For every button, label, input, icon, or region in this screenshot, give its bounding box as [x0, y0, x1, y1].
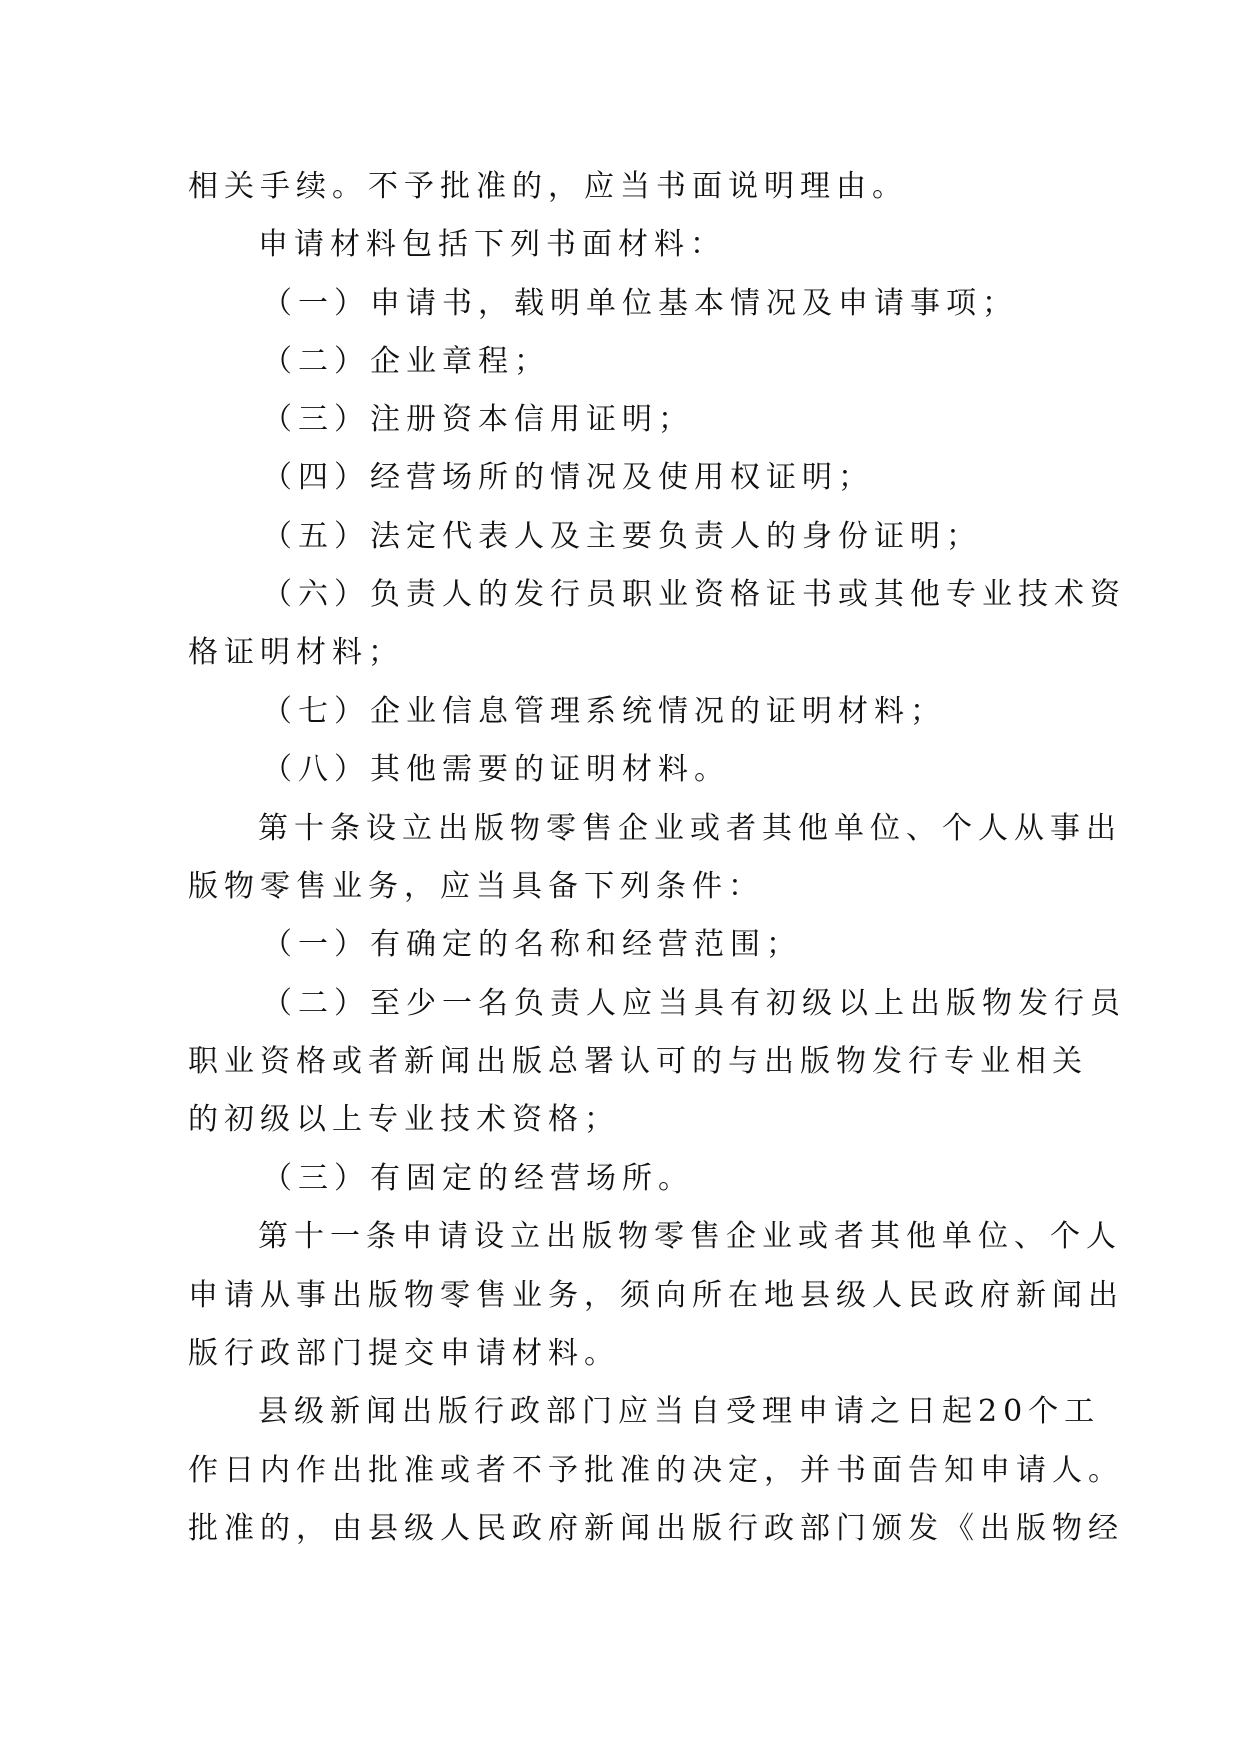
- text-line-22: 县级新闻出版行政部门应当自受理申请之日起20个工: [258, 1394, 1101, 1429]
- text-line-17: 的初级以上专业技术资格；: [188, 1102, 620, 1137]
- text-line-4: （二）企业章程；: [262, 344, 550, 379]
- text-line-13: 版物零售业务，应当具备下列条件：: [188, 869, 764, 904]
- text-line-2: 申请材料包括下列书面材料：: [258, 227, 726, 262]
- text-line-18: （三）有固定的经营场所。: [262, 1161, 694, 1196]
- text-line-12: 第十条设立出版物零售企业或者其他单位、个人从事出: [258, 811, 1122, 846]
- text-line-8: （六）负责人的发行员职业资格证书或其他专业技术资: [262, 577, 1126, 612]
- text-line-21: 版行政部门提交申请材料。: [188, 1336, 620, 1371]
- text-line-1: 相关手续。不予批准的，应当书面说明理由。: [188, 169, 908, 204]
- text-line-9: 格证明材料；: [188, 635, 404, 670]
- text-line-7: （五）法定代表人及主要负责人的身份证明；: [262, 519, 982, 554]
- text-line-23: 作日内作出批准或者不予批准的决定，并书面告知申请人。: [188, 1453, 1124, 1488]
- text-line-15: （二）至少一名负责人应当具有初级以上出版物发行员: [262, 986, 1126, 1021]
- text-line-11: （八）其他需要的证明材料。: [262, 752, 730, 787]
- text-line-5: （三）注册资本信用证明；: [262, 402, 694, 437]
- text-line-14: （一）有确定的名称和经营范围；: [262, 927, 802, 962]
- text-line-19: 第十一条申请设立出版物零售企业或者其他单位、个人: [258, 1219, 1122, 1254]
- text-line-20: 申请从事出版物零售业务，须向所在地县级人民政府新闻出: [188, 1278, 1124, 1313]
- text-line-16: 职业资格或者新闻出版总署认可的与出版物发行专业相关: [188, 1044, 1088, 1079]
- text-line-3: （一）申请书，载明单位基本情况及申请事项；: [262, 286, 1018, 321]
- text-line-6: （四）经营场所的情况及使用权证明；: [262, 460, 874, 495]
- text-line-10: （七）企业信息管理系统情况的证明材料；: [262, 694, 946, 729]
- text-line-24: 批准的，由县级人民政府新闻出版行政部门颁发《出版物经: [188, 1511, 1124, 1546]
